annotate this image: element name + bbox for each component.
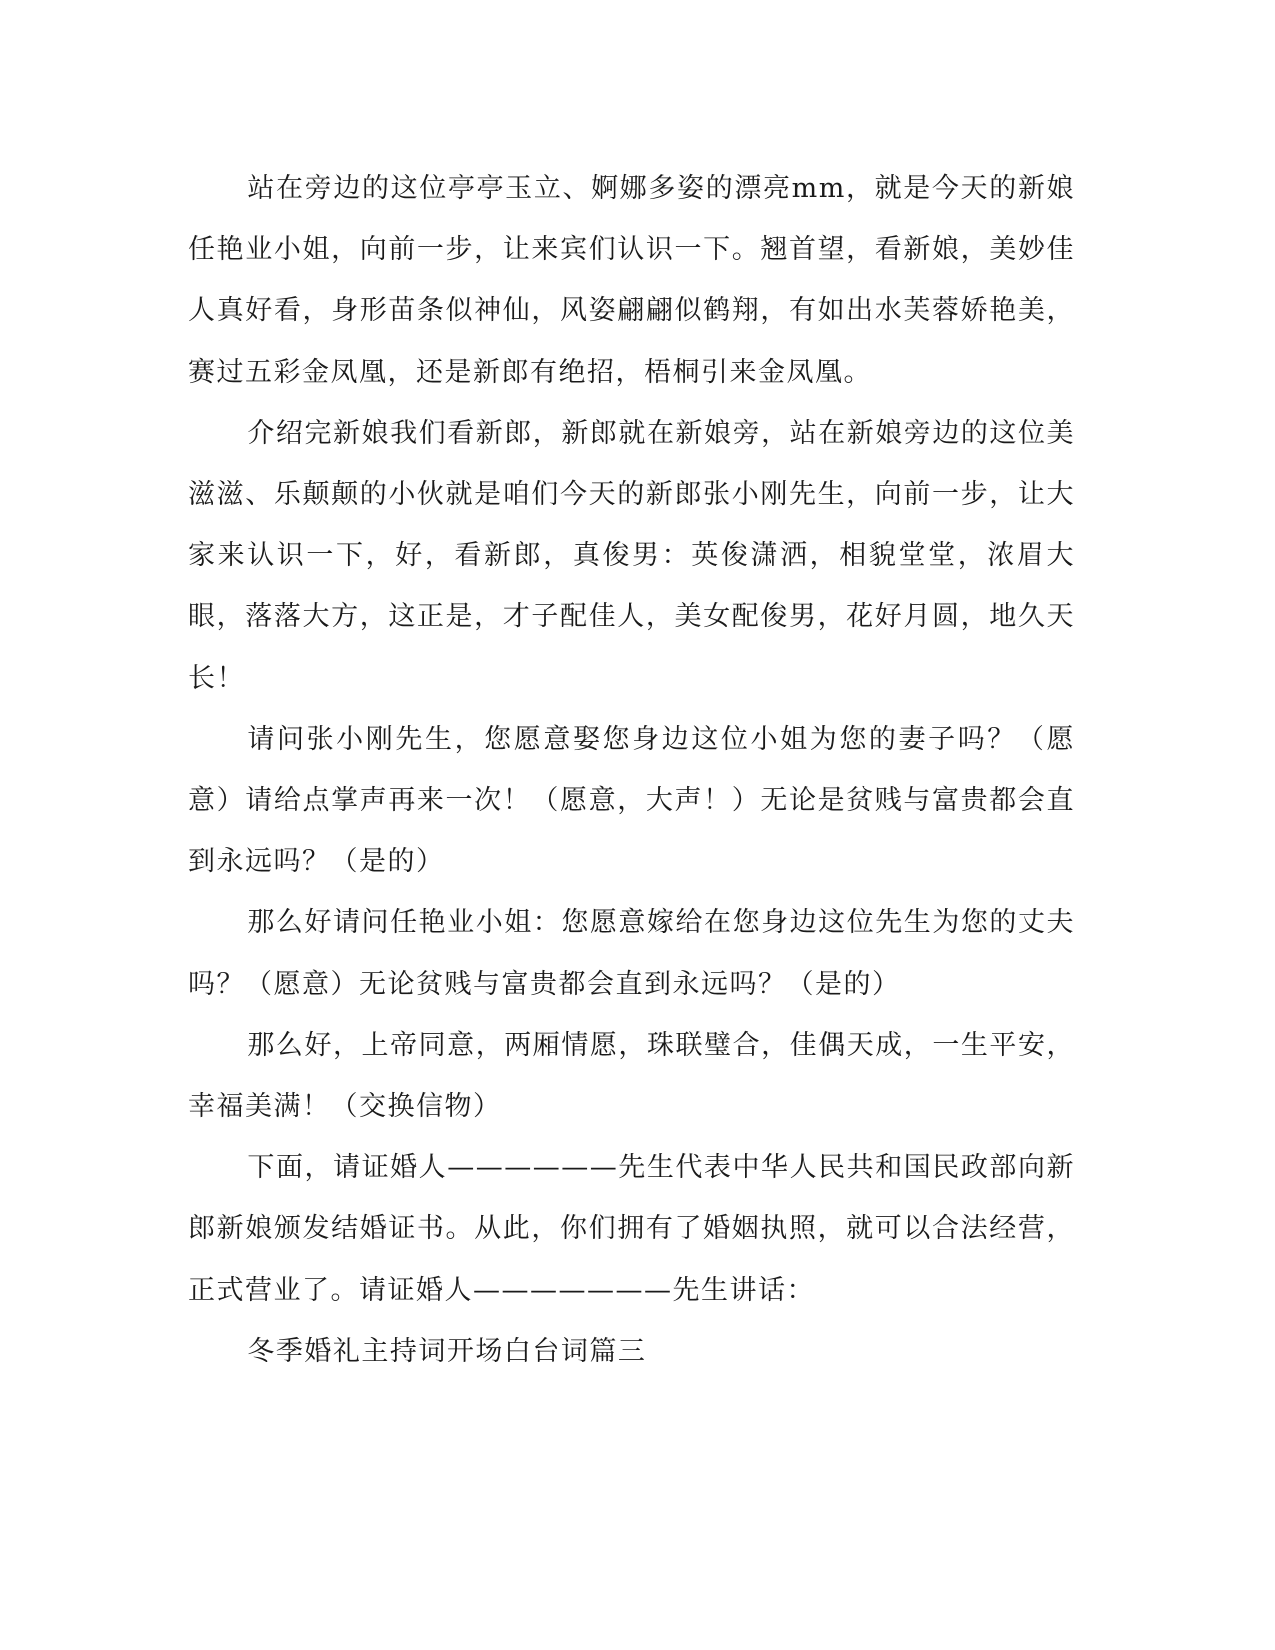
paragraph-groom-vow: 请问张小刚先生，您愿意娶您身边这位小姐为您的妻子吗？（愿意）请给点掌声再来一次！（愿意，大声！）无论是贫贱与富贵都会直到永远吗？（是的） xyxy=(188,723,1075,878)
section-heading: 冬季婚礼主持词开场白台词篇三 xyxy=(247,1335,647,1367)
paragraph-bride-vow: 那么好请问任艳业小姐：您愿意嫁给在您身边这位先生为您的丈夫吗？（愿意）无论贫贱与富贵都会直到永远吗？（是的） xyxy=(188,907,1075,1000)
paragraph-certificate: 下面，请证婚人——————先生代表中华人民共和国民政部向新郎新娘颁发结婚证书。从此，你们拥有了婚姻执照，就可以合法经营，正式营业了。请证婚人———————先生讲话： xyxy=(188,1152,1075,1306)
paragraph-groom-intro: 介绍完新娘我们看新郎，新郎就在新娘旁，站在新娘旁边的这位美滋滋、乐颠颠的小伙就是咱们今天的新郎张小刚先生，向前一步，让大家来认识一下，好，看新郎，真俊男：英俊潇洒，相貌堂堂，浓眉大眼，落落大方，这正是，才子配佳人，美女配俊男，花好月圆，地久天长！ xyxy=(188,417,1075,694)
paragraph-blessing: 那么好，上帝同意，两厢情愿，珠联璧合，佳偶天成，一生平安，幸福美满！（交换信物） xyxy=(188,1029,1075,1123)
paragraph-bride-intro: 站在旁边的这位亭亭玉立、婀娜多姿的漂亮mm，就是今天的新娘任艳业小姐，向前一步，让来宾们认识一下。翘首望，看新娘，美妙佳人真好看，身形苗条似神仙，风姿翩翩似鹤翔，有如出水芙蓉娇艳美，赛过五彩金凤凰，还是新郎有绝招，梧桐引来金凤凰。 xyxy=(188,173,1075,388)
document-body xyxy=(188,158,1075,1382)
